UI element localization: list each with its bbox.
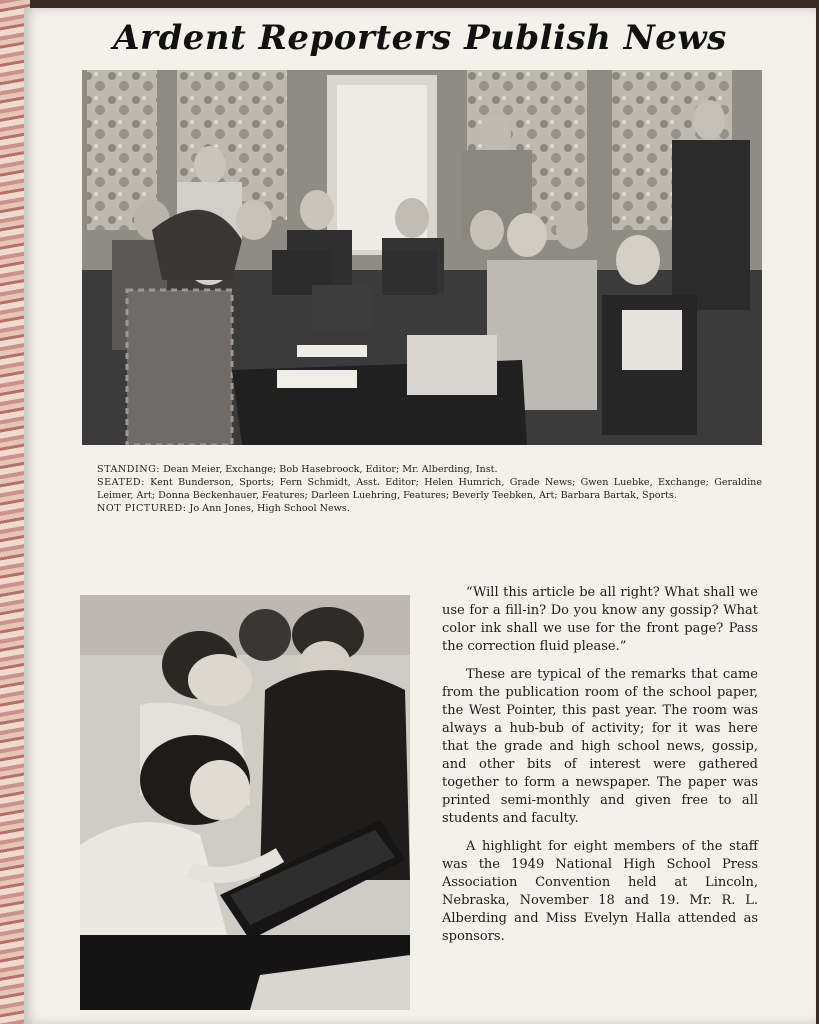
page-title: Ardent Reporters Publish News [113,18,727,58]
staff-group-photo [82,70,762,445]
girls-at-drafting-board-photo [80,595,410,1010]
photo-caption [97,463,762,515]
caption-not-pictured [97,502,762,515]
caption-standing-text: Dean Meier, Exchange; Bob Hasebroock, Editor; Mr. Alberding, Inst. [163,464,498,475]
yearbook-page [24,8,816,1024]
article-paragraph: “Will this article be all right? What shall we use for a fill-in? Do you know any gossip? What color ink shall we use for the front page? Pass the correction fluid please.” [442,585,758,654]
caption-seated-label: SEATED: [97,477,145,488]
article-paragraph: A highlight for eight members of the staff was the 1949 National High School Press Association Convention held at Lincoln, Nebraska, November 18 and 19. Mr. R. L. Alberding and Miss Evelyn Halla attended as sponsors. [442,839,758,944]
caption-not-pictured-text: Jo Ann Jones, High School News. [189,503,350,514]
article-body [442,584,758,956]
caption-not-pictured-label: NOT PICTURED: [97,503,187,514]
caption-seated-text: Kent Bunderson, Sports; Fern Schmidt, Asst. Editor; Helen Humrich, Grade News; Gwen Luebke, Exchange; Geraldine Leimer, Art; Donna Beckenhauer, Features; Darleen Luehring, Features; Beverly Teebken, Art; Barbara Bartak, Sports. [97,477,762,501]
caption-seated [97,476,762,502]
caption-standing-label: STANDING: [97,464,161,475]
article-paragraph: These are typical of the remarks that came from the publication room of the school paper, the West Pointer, this past year. The room was always a hub-bub of activity; for it was here that the grade and high school news, gossip, and other bits of interest were gathered together to form a newspaper. The paper was printed semi-monthly and given free to all students and faculty. [442,667,758,826]
caption-standing [97,463,762,476]
